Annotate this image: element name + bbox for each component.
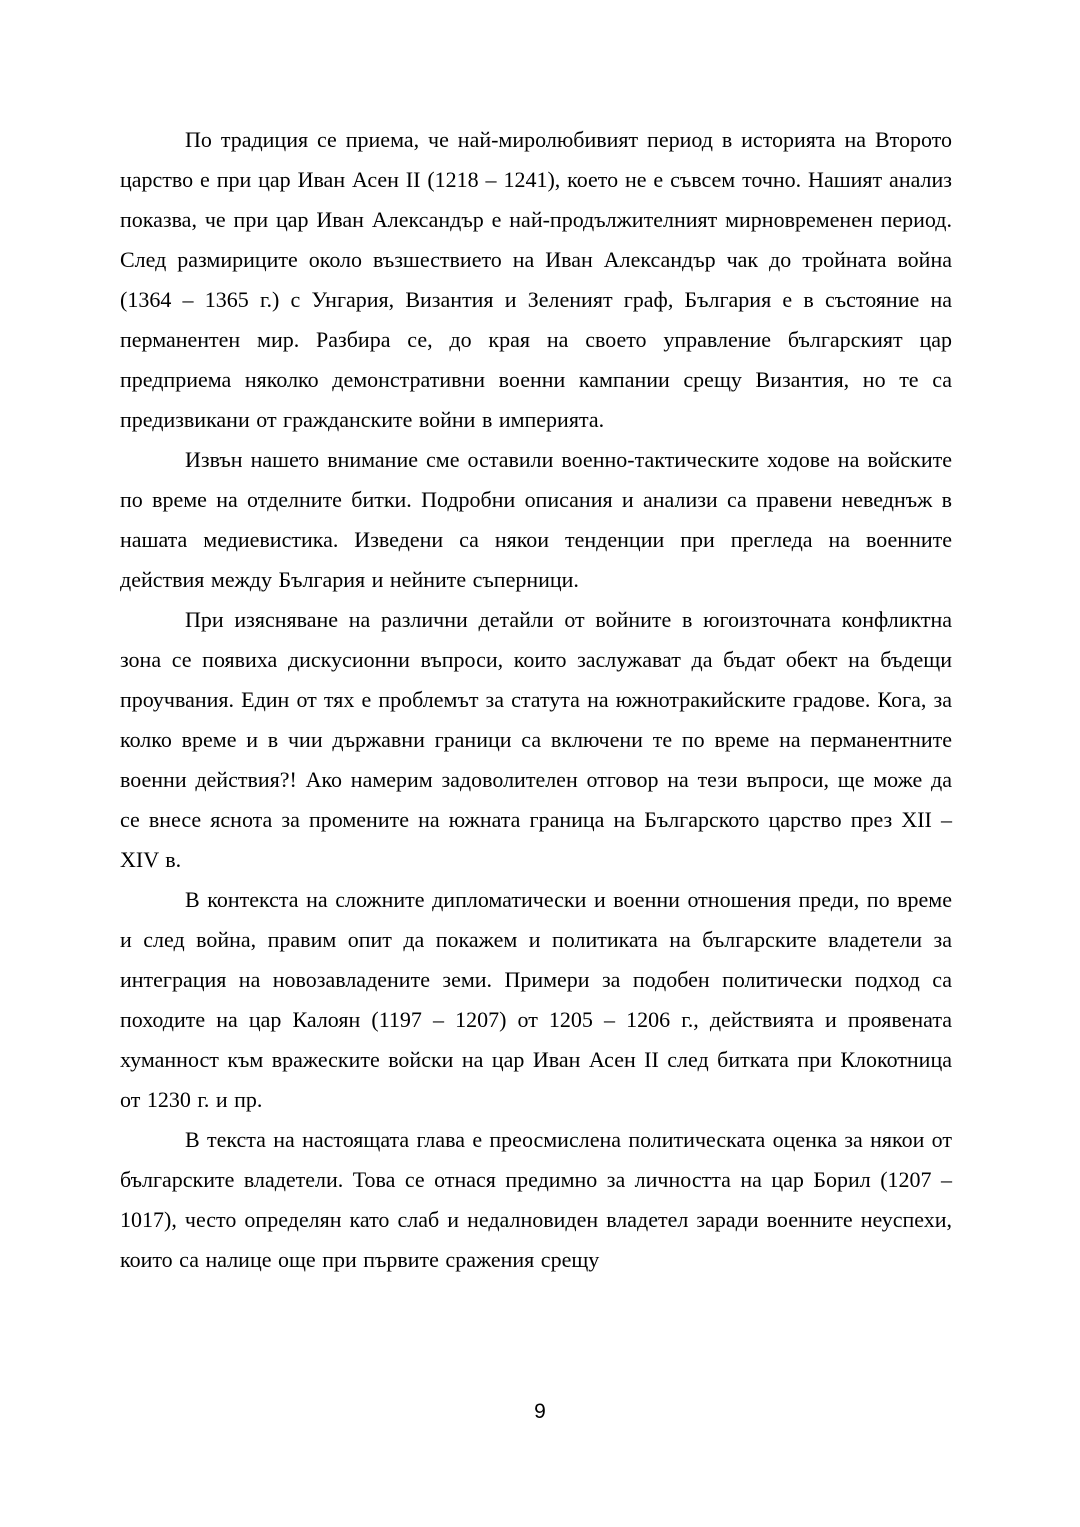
paragraph-diplomatic-context: В контекста на сложните дипломатически и военни отношения преди, по време и след война, правим опит да покажем и политиката на българските владетели за интеграция на новозавладените земи. Примери за подобен политически подход са походите на цар Калоян (1197 – 1207) от 1205 – 1206 г., действията и проявената хуманност към вражеските войски на цар Иван Асен II след битката при Клокотница от 1230 г. и пр.	[120, 887, 952, 1112]
paragraph-discussion-questions: При изясняване на различни детайли от войните в югоизточната конфликтна зона се появиха дискусионни въпроси, които заслужават да бъдат обект на бъдещи проучвания. Един от тях е проблемът за статута на южнотракийските градове. Кога, за колко време и в чии държавни граници са включени те по време на перманентните военни действия?! Ако намерим задоволителен отговор на тези въпроси, ще може да се внесе яснота за промените на южната граница на Българското царство през XII – XIV в.	[120, 607, 952, 872]
paragraph-tradition-peace-period: По традиция се приема, че най-миролюбивият период в историята на Второто царство е при цар Иван Асен II (1218 – 1241), което не е съвсем точно. Нашият анализ показва, че при цар Иван Александър е най-продължителният мирновременен период. След размириците около възшествието на Иван Александър чак до тройната война (1364 – 1365 г.) с Унгария, Византия и Зеленият граф, България е в състояние на перманентен мир. Разбира се, до края на своето управление българският цар предприема няколко демонстративни военни кампании срещу Византия, но те са предизвикани от гражданските войни в империята.	[120, 127, 952, 432]
page-body-text	[120, 120, 952, 1280]
page-footer	[0, 1400, 1080, 1424]
paragraph-tactical-moves-note: Извън нашето внимание сме оставили военно-тактическите ходове на войските по време на отделните битки. Подробни описания и анализи са правени неведнъж в нашата медиевистика. Изведени са някои тенденции при прегледа на военните действия между България и нейните съперници.	[120, 447, 952, 592]
paragraph-reassessment-of-rulers: В текста на настоящата глава е преосмислена политическата оценка за някои от българските владетели. Това се отнася предимно за личността на цар Борил (1207 – 1017), често определян като слаб и недалновиден владетел заради военните неуспехи, които са налице още при първите сражения срещу	[120, 1127, 952, 1272]
page-number: 9	[534, 1400, 546, 1423]
